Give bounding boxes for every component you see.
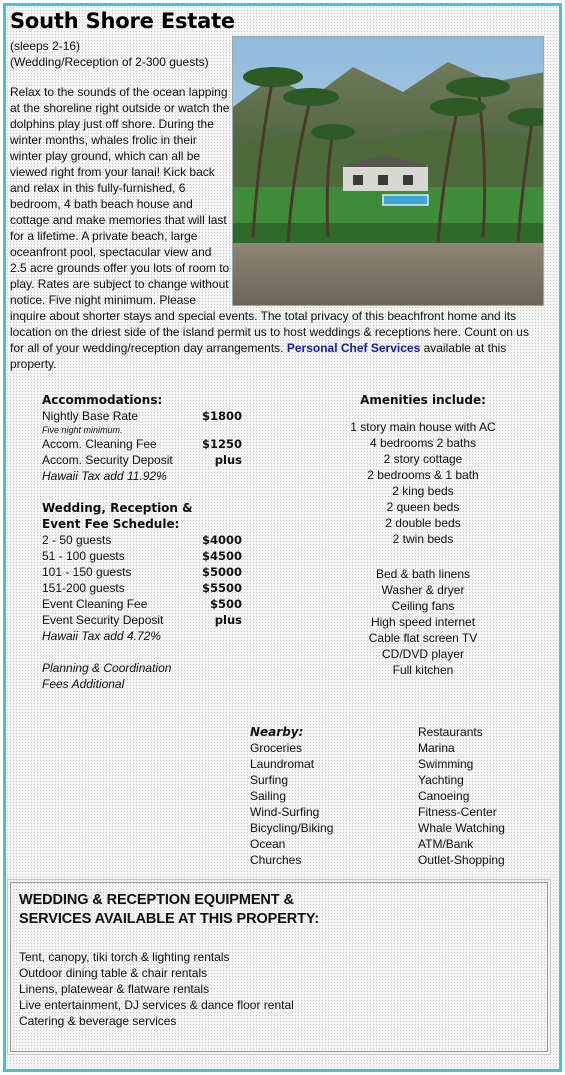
fee-row (42, 564, 242, 580)
equipment-item: Live entertainment, DJ services & dance floor rental (19, 998, 294, 1012)
amenity-item: Ceiling fans (391, 599, 455, 613)
amenities-group-1 (318, 419, 528, 547)
nightly-note: Five night minimum. (42, 425, 123, 435)
accommodation-tax: Hawaii Tax add 11.92% (42, 469, 167, 483)
equipment-item: Tent, canopy, tiki torch & lighting rentals (19, 950, 230, 964)
nearby-item: Bicycling/Biking (250, 821, 334, 835)
fee-row (42, 596, 242, 612)
cleaning-fee-row (42, 436, 242, 452)
personal-chef-link[interactable]: Personal Chef Services (286, 341, 421, 355)
fee-value: $5500 (201, 581, 242, 595)
intro-paragraph (10, 84, 546, 372)
cleaning-fee-value: $1250 (201, 437, 242, 451)
planning-note-2: Fees Additional (42, 677, 125, 691)
nearby-heading: Nearby: (250, 725, 304, 739)
fee-label: 151-200 guests (42, 581, 125, 595)
event-tax: Hawaii Tax add 4.72% (42, 629, 161, 643)
amenity-item: 2 twin beds (392, 532, 454, 546)
nearby-item: Yachting (418, 773, 464, 787)
nearby-column-1 (250, 724, 410, 868)
planning-note-1: Planning & Coordination (42, 661, 172, 675)
nightly-rate-row (42, 408, 242, 424)
intro-tail: available at this property. (10, 341, 507, 371)
nearby-item: Laundromat (250, 757, 315, 771)
fee-rows (42, 532, 242, 628)
nearby-item: Canoeing (418, 789, 470, 803)
amenity-item: 1 story main house with AC (350, 420, 496, 434)
accommodations-heading: Accommodations: (42, 393, 163, 407)
amenity-item: CD/DVD player (381, 647, 465, 661)
fee-label: Event Cleaning Fee (42, 597, 148, 611)
nightly-rate-value: $1800 (201, 409, 242, 423)
nearby-item: Churches (250, 853, 302, 867)
amenity-item: Washer & dryer (381, 583, 465, 597)
equipment-title (19, 891, 319, 929)
amenity-item: Full kitchen (392, 663, 454, 677)
amenity-item: 2 double beds (385, 516, 461, 530)
nearby-item: Fitness-Center (418, 805, 497, 819)
amenity-item: High speed internet (370, 615, 476, 629)
wedding-fees-heading-1: Wedding, Reception & (42, 501, 193, 515)
nearby-item: Whale Watching (418, 821, 505, 835)
nearby-item: Swimming (418, 757, 474, 771)
nearby-item: Sailing (250, 789, 287, 803)
security-deposit-value: plus (214, 453, 242, 467)
amenity-item: Cable flat screen TV (368, 631, 478, 645)
amenities-heading: Amenities include: (360, 393, 486, 407)
fee-row (42, 532, 242, 548)
fee-value: plus (214, 613, 242, 627)
nearby-column-2 (418, 724, 548, 868)
fee-row (42, 548, 242, 564)
sleeps-text: (sleeps 2-16) (10, 39, 81, 53)
nearby-item: ATM/Bank (418, 837, 474, 851)
amenity-item: Bed & bath linens (375, 567, 471, 581)
equipment-item: Linens, platewear & flatware rentals (19, 982, 210, 996)
security-deposit-row (42, 452, 242, 468)
equipment-box (10, 882, 548, 1052)
amenity-item: 2 story cottage (383, 452, 463, 466)
fee-value: $500 (209, 597, 242, 611)
fee-value: $4000 (201, 533, 242, 547)
page-title: South Shore Estate (10, 9, 235, 33)
nearby-item: Groceries (250, 741, 303, 755)
equipment-item: Catering & beverage services (19, 1014, 177, 1028)
cleaning-fee-label: Accom. Cleaning Fee (42, 437, 157, 451)
wedding-capacity-text: (Wedding/Reception of 2-300 guests) (10, 55, 209, 69)
amenities-column (318, 392, 528, 678)
amenity-item: 2 bedrooms & 1 bath (367, 468, 479, 482)
fee-row (42, 612, 242, 628)
photo-wrap-spacer (230, 84, 546, 303)
fee-label: 101 - 150 guests (42, 565, 132, 579)
nightly-rate-label: Nightly Base Rate (42, 409, 139, 423)
fee-row (42, 580, 242, 596)
equipment-title-line-2: SERVICES AVAILABLE AT THIS PROPERTY: (19, 911, 320, 927)
amenity-item: 2 queen beds (386, 500, 460, 514)
nearby-item: Outlet-Shopping (418, 853, 505, 867)
nearby-item: Restaurants (418, 725, 483, 739)
equipment-title-line-1: WEDDING & RECEPTION EQUIPMENT & (19, 892, 294, 908)
amenity-item: 4 bedrooms 2 baths (369, 436, 477, 450)
nearby-item: Marina (418, 741, 455, 755)
amenity-item: 2 king beds (392, 484, 454, 498)
amenities-group-2 (318, 566, 528, 678)
nearby-item: Ocean (250, 837, 286, 851)
fee-label: 51 - 100 guests (42, 549, 125, 563)
intro-text: Relax to the sounds of the ocean lapping at the shoreline right outside or watch the dolphins play just off shore. During the winter months, whales frolic in their winter play ground, which can all be viewed right from your lanai! Kick back and relax in this fully-furnished, 6 bedroom, 4 bath beach house and cottage and make memories that will last for a lifetime. A private beach, large oceanfront pool, spectacular view and 2.5 acre grounds offer you lots of room to play. Rates are subject to change without notice. Five night minimum. Please inquire about shorter stays and special events. The total privacy of this beachfront home and its location on the driest side of the island permit us to host weddings & receptions here. Count on us for all of your wedding/reception day arrangements. (10, 85, 529, 355)
rates-column (42, 392, 242, 692)
fee-label: 2 - 50 guests (42, 533, 112, 547)
equipment-item: Outdoor dining table & chair rentals (19, 966, 208, 980)
fee-label: Event Security Deposit (42, 613, 164, 627)
nearby-item: Wind-Surfing (250, 805, 320, 819)
fee-value: $4500 (201, 549, 242, 563)
wedding-fees-heading-2: Event Fee Schedule: (42, 517, 180, 531)
nearby-item: Surfing (250, 773, 289, 787)
equipment-list (19, 949, 294, 1029)
security-deposit-label: Accom. Security Deposit (42, 453, 173, 467)
fee-value: $5000 (201, 565, 242, 579)
